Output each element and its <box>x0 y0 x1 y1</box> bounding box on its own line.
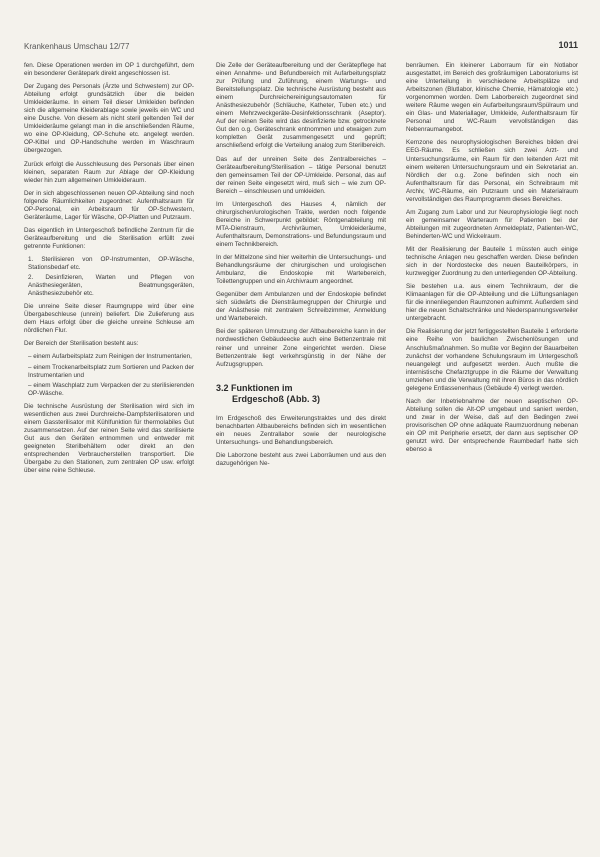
paragraph: Zurück erfolgt die Ausschleusung des Personals über einen kleinen, separaten Raum zur Ablage der OP-Kleidung wieder hin zum allgemeinen Umkleideraum. <box>24 160 194 184</box>
paragraph: Das auf der unreinen Seite des Zentralbereiches – Geräteaufbereitung/Sterilisation – tätige Personal benutzt den gemeinsamen Teil der OP-Umkleide. Personal, das auf der reinen Seite eingesetzt wird, muß sich – wie zum OP-Bereich – einschleusen und umkleiden. <box>216 155 386 195</box>
list-item: 2. Desinfizieren, Warten und Pflegen von Anästhesiegeräten, Beatmungsgeräten, Anästhesiezubehör etc. <box>28 274 194 298</box>
list-item: – einem Trockenarbeitsplatz zum Sortieren und Packen der Instrumentarien und <box>28 363 194 379</box>
paragraph: benräumen. Ein kleinerer Laborraum für ein Notlabor ausgestattet, im Bereich des großräumigen Laboratoriums ist eine Unterteilung in verschiedene Arbeitsplätze und Arbeitszonen (Blutlabor, klinische Chemie, Hämatologie etc.) vorgenommen worden. Dem Laborbereich zugeordnet sind weitere Räume wegen ein Aufarbeitungsraum/Spülraum und ein Glas- und Materiallager, Umkleide, Aufenthaltsraum für Personal und WC-Raum vervollständigen das Nebenraumangebot. <box>406 62 578 134</box>
paragraph: Im Erdgeschoß des Erweiterungstraktes und des direkt benachbarten Altbaubereichs befinden sich im wesentlichen ein neues Zentrallabor sowie der neurologische Untersuchungs- und Behandlungsbereich. <box>216 414 386 446</box>
section-heading: 3.2 Funktionen im Erdgeschoß (Abb. 3) <box>216 382 321 404</box>
paragraph: Die Laborzone besteht aus zwei Laborräumen und aus den dazugehörigen Ne- <box>216 451 386 467</box>
paragraph: Die unreine Seite dieser Raumgruppe wird über eine Übergabeschleuse (unrein) beliefert. Die Zulieferung aus dem Haus erfolgt über die gleiche unreine Schleuse am nördlichen Flur. <box>24 303 194 335</box>
paragraph: Am Zugang zum Labor und zur Neurophysiologie liegt noch ein gemeinsamer Warteraum für Patienten bei der Abteilungen mit zugeordneten Anmeldeplatz, Patienten-WC, Behinderten-WC und Wickelraum. <box>406 208 578 240</box>
paragraph: Nach der Inbetriebnahme der neuen aseptischen OP-Abteilung sollen die Alt-OP umgebaut und saniert werden, und zwar in der Weise, daß auf den Bedingen zwei provisorischen OP ohne adäquate Raumzuordnung nebenan ein OP mit Peripherie ersetzt, der dann aus septischer OP genutzt wird. Der entsprechende Raumbedarf hatte sich ebenso a <box>406 397 578 454</box>
paragraph: Das eigentlich im Untergeschoß befindliche Zentrum für die Geräteaufbereitung und die Sterilisation erfüllt zwei getrennte Funktionen: <box>24 226 194 250</box>
numbered-list <box>24 256 194 298</box>
paragraph: Mit der Realisierung der Bauteile 1 müssten auch einige technische Anlagen neu geschaffen werden. Diese befinden sich in der Nordostecke des neuen Bauteilkörpers, in kurzwegiger Zuordnung zu den unterliegenden OP-Abteilung. <box>406 245 578 278</box>
dash-list <box>24 353 194 397</box>
text-column-3 <box>406 62 578 459</box>
paragraph: Der in sich abgeschlossenen neuen OP-Abteilung sind noch folgende Räumlichkeiten zugeordnet: Aufenthaltsraum für OP-Personal, ein Arbeitsraum für OP-Schwestern, Geräteräume, Lager für Wäsche, OP-Platten und Putzraum. <box>24 189 194 221</box>
text-column-1 <box>24 62 194 480</box>
paragraph: Im Untergeschoß des Hauses 4, nämlich der chirurgischen/urologischen Trakte, werden noch folgende Bereiche in Schwerpunkt gebildet: Röntgenabteilung mit MTA-Dienstraum, Archivräumen, Umkleideräume, Aufenthaltsraum, Demonstrations- und Befundungsraum und einem Technikbereich. <box>216 200 386 248</box>
page-header <box>24 40 578 54</box>
paragraph: Die Zelle der Geräteaufbereitung und der Gerätepflege hat einen Annahme- und Befundbereich mit Aufarbeitungsplatz zur Prüfung und Zuführung, einem Wartungs- und Bereitstellungsplatz. Die technische Ausrüstung besteht aus einem Durchreichereinigungsautomaten für Anästhesiezubehör (Schläuche, Katheter, Tuben etc.) und einem Mehrzweckgeräte-Desinfektionsschrank (Aseptor). Auf der reinen Seite wird das desinfizierte bzw. getrocknete Gut den o.g. Geräteschrank entnommen und etwaigen zum kompletten Gerät zusammengesetzt und geprüft; anschließend erfolgt die Verteilung analog zum Sterilbereich. <box>216 62 386 150</box>
paragraph: Bei der späteren Umnutzung der Altbaubereiche kann in der nordwestlichen Gebäudeecke auch eine Bettenzentrale mit reiner und unreiner Zone eingerichtet werden. Diese Bettenzentrale liegt verkehrsgünstig in der Nähe der Aufzugsgruppen. <box>216 328 386 368</box>
paragraph: In der Mittelzone sind hier weiterhin die Untersuchungs- und Behandlungsräume der chirurgischen und urologischen Ambulanz, die Endoskopie mit Wartebereich, Toilettengruppen und ein Archivraum angeordnet. <box>216 254 386 286</box>
text-column-2 <box>216 62 386 473</box>
page-number: 1011 <box>558 40 578 50</box>
paragraph: Die Realisierung der jetzt fertiggestellten Bauteile 1 erforderte eine Reihe von baulichen Zwischenlösungen und Anschlußmaßnahmen. So mußte vor Beginn der Bauarbeiten zunächst der vorhandene Schulungsraum im Untergeschoß neuangelegt und aufgesetzt werden. Auch mußte die internistische Chefarztgruppe in die Räume der Verwaltung umziehen und die Verwaltung mit ihren Büros in das nördlich gelegene Entlassenenhaus (Gebäude 4) verlegt werden. <box>406 328 578 392</box>
paragraph: Gegenüber dem Ambulanzen und der Endoskopie befindet sich südwärts die Diensträumegruppen der Chirurgie und der Anästhesie mit zentralem Schreibzimmer, Anmeldung und Wartebereich. <box>216 291 386 323</box>
paragraph: fen. Diese Operationen werden im OP 1 durchgeführt, dem ein besonderer Gerätepark direkt angeschlossen ist. <box>24 62 194 78</box>
paragraph: Sie bestehen u.a. aus einem Technikraum, der die Klimaanlagen für die OP-Abteilung und die Lüftungsanlagen für die innenliegenden Raumzonen aufnimmt. Außerdem sind hier die neuen Schaltschränke und Niederspannungsverteiler untergebracht. <box>406 283 578 323</box>
list-item: – einem Waschplatz zum Verpacken der zu sterilisierenden OP-Wäsche. <box>28 381 194 397</box>
running-title: Krankenhaus Umschau 12/77 <box>24 42 130 51</box>
list-item: – einem Aufarbeitsplatz zum Reinigen der Instrumentarien, <box>28 353 192 361</box>
paragraph: Der Bereich der Sterilisation besteht aus: <box>24 340 139 348</box>
list-item: 1. Sterilisieren von OP-Instrumenten, OP-Wäsche, Stationsbedarf etc. <box>28 255 194 272</box>
paragraph: Kernzone des neurophysiologischen Bereiches bilden drei EEG-Räume. Es schließen sich zwei Arzt- und Untersuchungsräume, ein Raum für den leitenden Arzt mit einem weiteren Untersuchungsraum und ein Sekretariat an. Nördlich der o.g. Zone befinden sich noch ein Aufenthaltsraum für das Personal, ein Schreibraum mit Archiv, WC-Räume, ein Putzraum und ein Materialraum vervollständigen des Raumprogramm dieses Bereiches. <box>406 139 578 203</box>
paragraph: Der Zugang des Personals (Ärzte und Schwestern) zur OP-Abteilung erfolgt grundsätzlich über die beiden Umkleideräume. In einem Teil dieser Umkleiden befinden sich die allgemeine Kleiderablage sowie jeweils ein WC und eine Dusche. Von diesem als nicht steril geltenden Teil der Umkleideräume gelangt man in die anschließenden Räume, wo eine OP-Kleidung, OP-Schuhe etc. angelegt werden. OP-Kittel und OP-Handschuhe werden im Waschraum übergezogen. <box>24 83 194 155</box>
paragraph: Die technische Ausrüstung der Sterilisation wird sich im wesentlichen aus zwei Durchreiche-Dampfsterilisatoren und einem Gassterilisator mit Kühlfunktion für thermolabiles Gut zusammensetzen. Auf der reinen Seite wird das sterilisierte Gut aus den Geräten entnommen und entweder mit geeigneten Sterilbehältern oder direkt an den entsprechenden Verbraucherstellen transportiert. Die Übergabe zu den Stationen, zum zentralen OP usw. erfolgt über eine reine Schleuse. <box>24 402 194 475</box>
